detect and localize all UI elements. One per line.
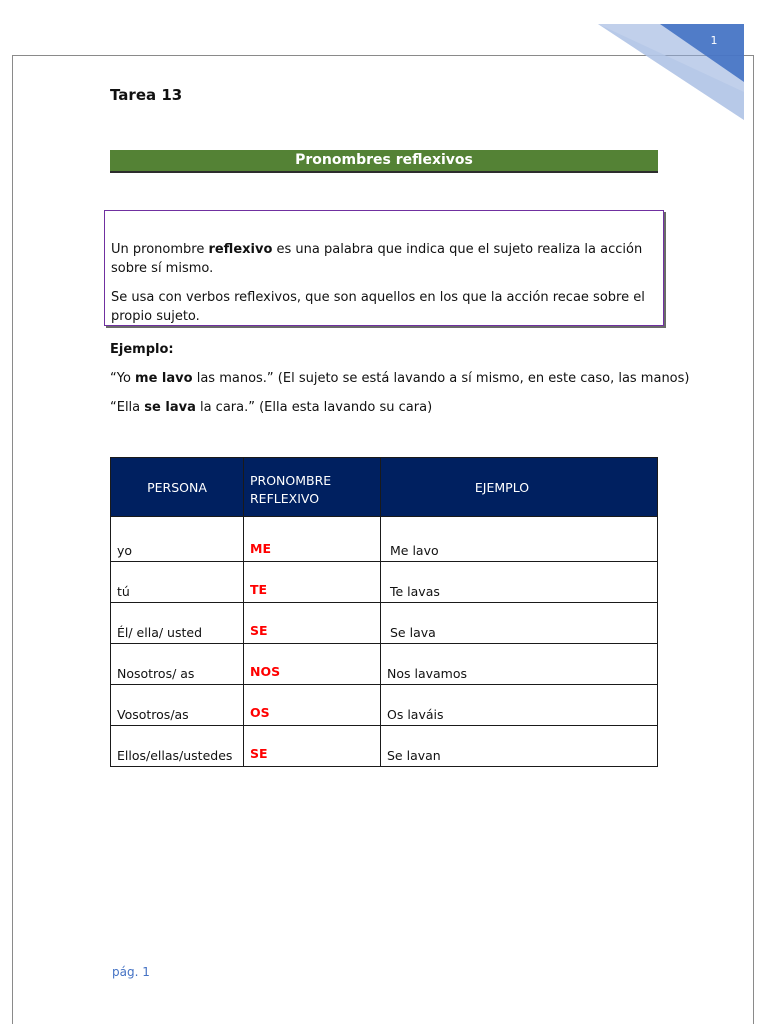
example-sentence-1: “Yo me lavo las manos.” (El sujeto se está lavando a sí mismo, en este caso, las manos) — [110, 371, 690, 386]
persona-cell: Él/ ella/ usted — [111, 603, 244, 644]
example-cell: Nos lavamos — [381, 644, 658, 685]
persona-cell: Vosotros/as — [111, 685, 244, 726]
reflexive-pronoun-table — [110, 457, 658, 767]
header-persona: PERSONA — [111, 458, 244, 517]
pronoun-cell: SE — [244, 603, 381, 644]
definition-paragraph-1: Un pronombre reflexivo es una palabra que indica que el sujeto realiza la acción sobre sí mismo. — [111, 242, 643, 276]
persona-cell: yo — [111, 517, 244, 562]
table-row — [111, 562, 658, 603]
pronoun-cell: SE — [244, 726, 381, 767]
table-row — [111, 685, 658, 726]
table-row — [111, 644, 658, 685]
pronoun-cell: OS — [244, 685, 381, 726]
document-title: Tarea 13 — [110, 86, 183, 104]
pronoun-cell: TE — [244, 562, 381, 603]
section-banner: Pronombres reflexivos — [110, 150, 658, 173]
header-page-number: 1 — [710, 34, 718, 47]
definition-paragraph-2: Se usa con verbos reflexivos, que son aquellos en los que la acción recae sobre el propio sujeto. — [111, 290, 645, 324]
table-row — [111, 603, 658, 644]
example-cell: Os laváis — [381, 685, 658, 726]
example-cell: Te lavas — [381, 562, 658, 603]
corner-decoration — [590, 22, 750, 122]
header-pronombre: PRONOMBRE REFLEXIVO — [244, 458, 381, 517]
footer-page-number: pág. 1 — [112, 965, 150, 979]
table-header-row — [111, 458, 658, 517]
header-ejemplo: EJEMPLO — [381, 458, 658, 517]
persona-cell: Nosotros/ as — [111, 644, 244, 685]
definition-keyword: reflexivo — [208, 242, 273, 257]
example-cell: Se lavan — [381, 726, 658, 767]
example-cell: Me lavo — [381, 517, 658, 562]
table-row — [111, 517, 658, 562]
definition-box — [104, 210, 664, 326]
pronoun-cell: ME — [244, 517, 381, 562]
persona-cell: Ellos/ellas/ustedes — [111, 726, 244, 767]
example-sentence-2: “Ella se lava la cara.” (Ella esta lavando su cara) — [110, 400, 433, 415]
pronoun-cell: NOS — [244, 644, 381, 685]
example-cell: Se lava — [381, 603, 658, 644]
persona-cell: tú — [111, 562, 244, 603]
table-row — [111, 726, 658, 767]
example-heading: Ejemplo: — [110, 342, 174, 357]
